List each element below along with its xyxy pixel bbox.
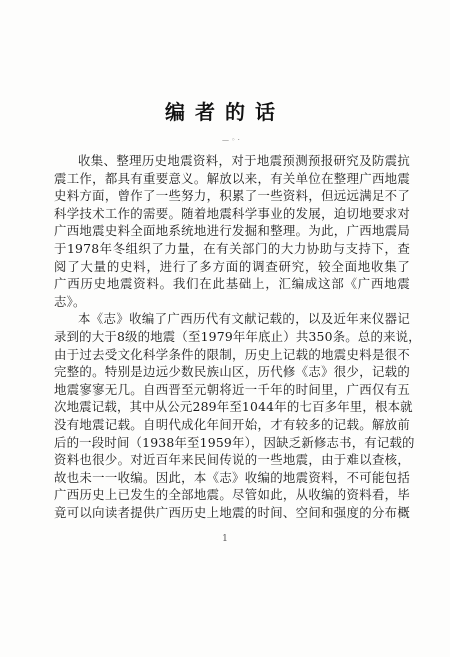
text-line: 完整的。特别是边远少数民族山区，历代修《志》很少，记载的 (54, 364, 410, 380)
text-line: 广西历史地震资料。我们在此基础上，汇编成这部《广西地震 (54, 276, 410, 292)
text-line: 科学技术工作的需要。随着地震科学事业的发展，迫切地要求对 (54, 205, 410, 221)
text-line: 故也未一一收编。因此，本《志》收编的地震资料，不可能包括 (54, 469, 410, 485)
text-line: 志》。 (54, 293, 86, 309)
body-text (54, 152, 421, 521)
text-line: 本《志》收编了广西历代有文献记载的，以及近年来仪器记 (78, 311, 410, 327)
text-line: 收集、整理历史地震资料，对于地震预测预报研究及防震抗 (78, 153, 410, 168)
ornament-mark: — ◦ · (222, 136, 240, 144)
text-line: 没有地震记载。自明代成化年间开始，才有较多的记载。解放前 (54, 416, 410, 432)
text-line: 广西历史上已发生的全部地震。尽管如此，从收编的资料看，毕 (54, 487, 410, 503)
text-line: 录到的大于8级的地震（至1979年年底止）共350条。总的来说， (54, 328, 421, 344)
text-line: 震工作，都具有重要意义。解放以来，有关单位在整理广西地震 (54, 170, 410, 186)
text-line: 次地震记载，其中从公元289年至1044年的七百多年里，根本就 (54, 399, 413, 415)
page-number: 1 (222, 534, 228, 544)
text-line: 于1978年冬组织了力量，在有关部门的大力协助与支持下，查 (54, 240, 410, 256)
text-line: 由于过去受文化科学条件的限制，历史上记载的地震史料是很不 (54, 346, 410, 362)
text-line: 阅了大量的史料，进行了多方面的调查研究，较全面地收集了 (54, 258, 410, 274)
text-line: 广西地震史料全面地系统地进行发掘和整理。为此，广西地震局 (54, 223, 410, 239)
text-line: 竟可以向读者提供广西历史上地震的时间、空间和强度的分布概 (54, 504, 410, 520)
text-line: 史料方面，曾作了一些努力，积累了一些资料，但远远满足不了 (54, 188, 410, 204)
page-title: 编者的话 (165, 100, 285, 124)
text-line: 资料也很少。对近百年来民间传说的一些地震，由于难以查核， (54, 452, 410, 468)
text-line: 地震寥寥无几。自西晋至元朝将近一千年的时间里，广西仅有五 (54, 381, 410, 397)
text-line: 后的一段时间（1938年至1959年），因缺乏新修志书，有记载的 (54, 434, 415, 450)
